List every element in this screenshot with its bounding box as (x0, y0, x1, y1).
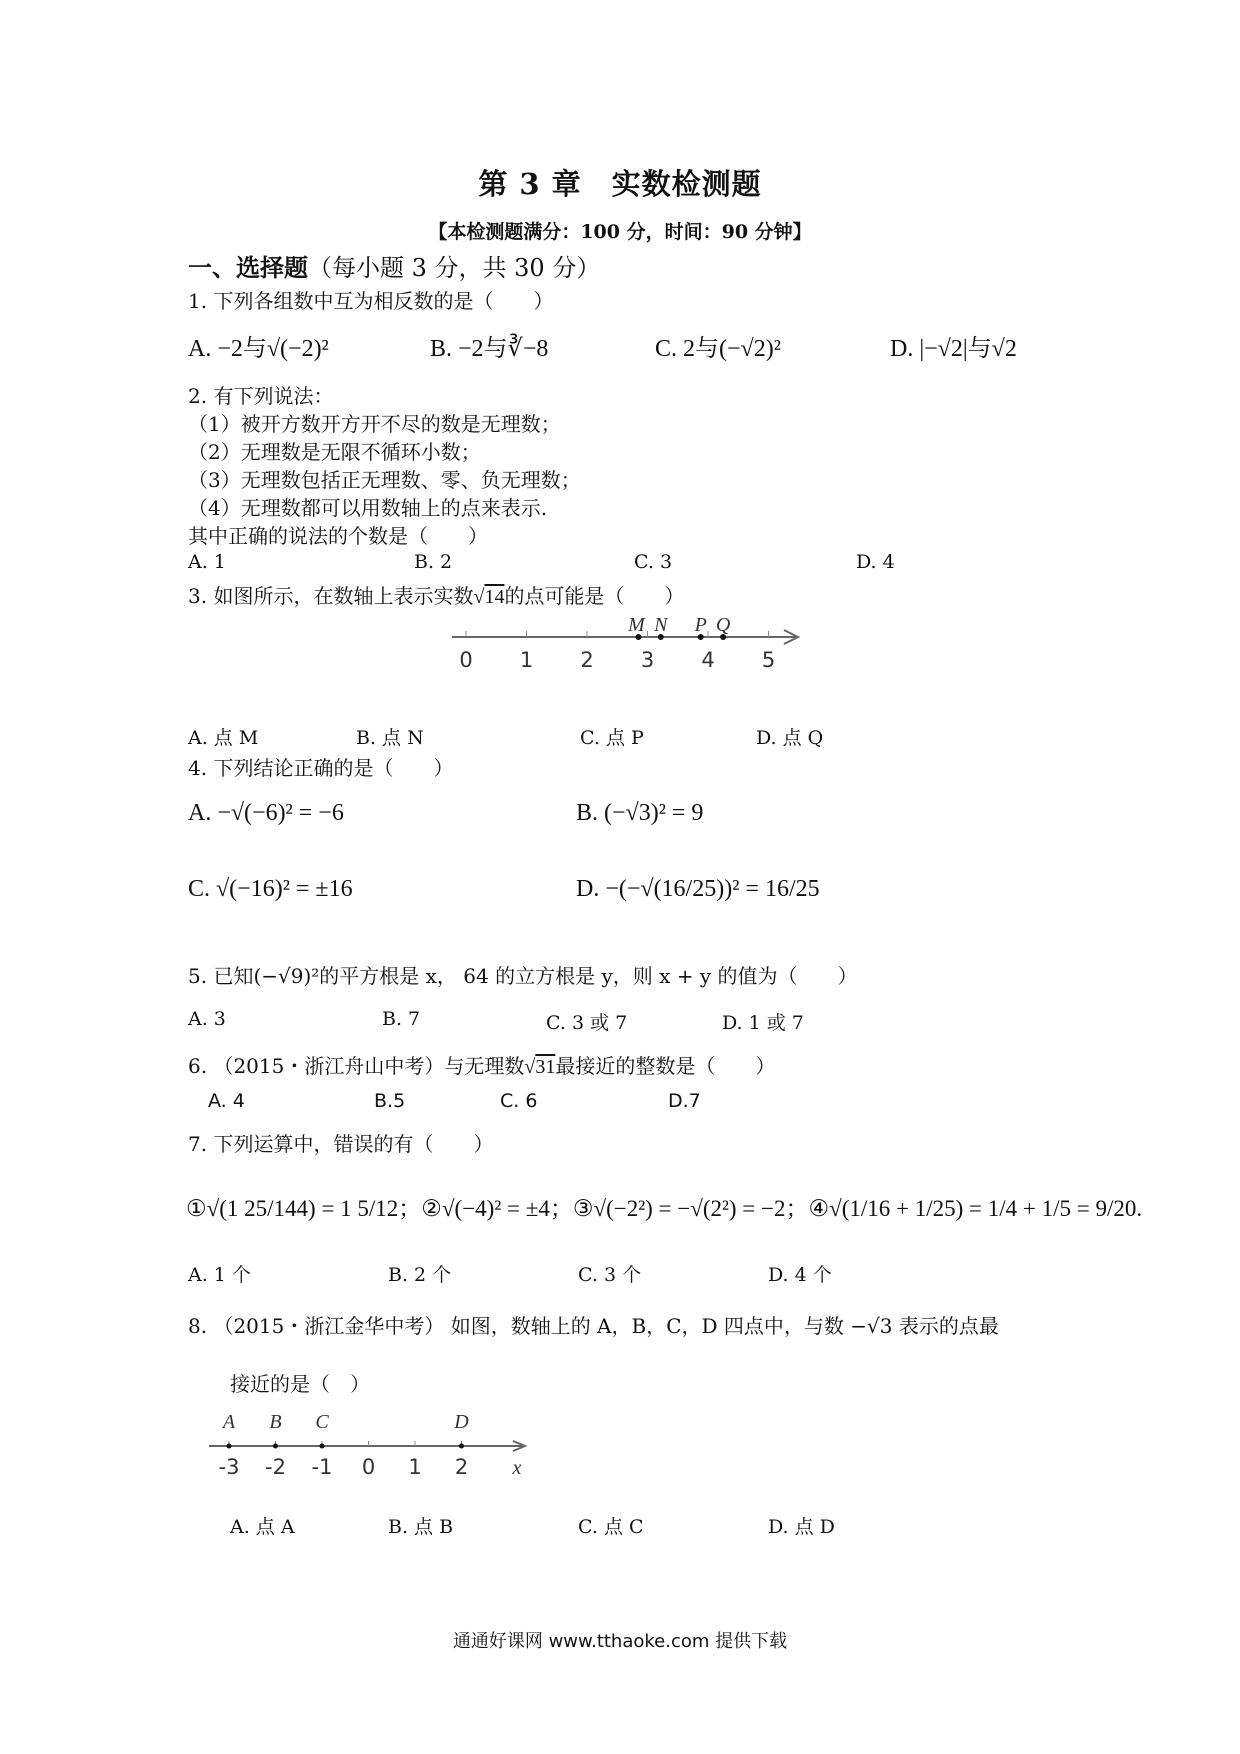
q3-option-c[interactable]: C. 点 P (580, 727, 644, 749)
q2-line-3: （3）无理数包括正无理数、零、负无理数； (188, 468, 581, 492)
q2-line-1: （1）被开方数开方开不尽的数是无理数； (188, 412, 561, 436)
q8-axis-var: x (512, 1457, 522, 1479)
q8-point-dot (459, 1444, 464, 1449)
section-note: （每小题 3 分，共 30 分） (308, 254, 601, 282)
q3-point-label: P (694, 614, 707, 636)
q8-tick-label: 0 (361, 1455, 376, 1479)
q4-option-c[interactable]: C. √(−16)² = ±16 (188, 876, 353, 902)
q6-option-b[interactable]: B.5 (374, 1090, 406, 1112)
q3-tick-label: 4 (701, 648, 715, 672)
q8-point-dot (320, 1444, 325, 1449)
q2-option-d[interactable]: D. 4 (856, 551, 895, 573)
q5-option-b[interactable]: B. 7 (382, 1008, 421, 1030)
q3-point-label: N (654, 614, 668, 636)
q3-tick-label: 2 (580, 648, 594, 672)
q3-option-b[interactable]: B. 点 N (356, 727, 424, 749)
q2-line-5: 其中正确的说法的个数是（ ） (188, 524, 488, 548)
q2-option-b[interactable]: B. 2 (414, 551, 453, 573)
q7-option-b[interactable]: B. 2 个 (388, 1264, 452, 1286)
q2-option-c[interactable]: C. 3 (634, 551, 673, 573)
q6-sqrt: √31 (524, 1056, 556, 1078)
q8-point-label: A (222, 1411, 236, 1433)
q2-stem: 2. 有下列说法： (188, 384, 334, 408)
q4-option-b[interactable]: B. (−√3)² = 9 (576, 800, 704, 826)
q5-option-c[interactable]: C. 3 或 7 (546, 1012, 628, 1034)
q7-option-a[interactable]: A. 1 个 (188, 1264, 251, 1286)
q5-option-a[interactable]: A. 3 (188, 1008, 226, 1030)
q6-stem-pre: 6. （2015・浙江舟山中考）与无理数 (188, 1054, 525, 1078)
q8-tick-label: -2 (265, 1455, 286, 1479)
q3-radicand: 14 (484, 586, 505, 608)
q7-option-c[interactable]: C. 3 个 (578, 1264, 642, 1286)
q2-line-2: （2）无理数是无限不循环小数； (188, 440, 481, 464)
q8-tick-label: -1 (311, 1455, 333, 1479)
q1-option-a[interactable]: A. −2与√(−2)² (188, 336, 329, 362)
q8-number-line (205, 1402, 545, 1484)
q6-stem-post: 最接近的整数是（ ） (555, 1054, 776, 1078)
q7-stem: 7. 下列运算中，错误的有（ ） (188, 1132, 494, 1156)
q3-stem-pre: 3. 如图所示，在数轴上表示实数 (188, 584, 474, 608)
q3-option-d[interactable]: D. 点 Q (756, 727, 824, 749)
q6-option-d[interactable]: D.7 (668, 1090, 701, 1112)
q3-tick-label: 5 (761, 648, 776, 672)
q2-option-a[interactable]: A. 1 (188, 551, 226, 573)
q6-option-a[interactable]: A. 4 (208, 1090, 245, 1112)
page-title: 第 3 章 实数检测题 (478, 167, 762, 201)
footer-credit: 通通好课网 www.tthaoke.com 提供下载 (452, 1631, 788, 1652)
q3-stem-post: 的点可能是（ ） (504, 584, 685, 608)
q3-tick-label: 0 (459, 648, 473, 672)
q5-option-d[interactable]: D. 1 或 7 (722, 1012, 804, 1034)
q2-line-4: （4）无理数都可以用数轴上的点来表示. (188, 496, 548, 520)
q3-sqrt: √14 (473, 586, 505, 608)
q8-point-dot (273, 1444, 278, 1449)
section-title: 一、选择题 (188, 253, 308, 282)
q8-point-label: B (269, 1411, 282, 1433)
q1-option-b[interactable]: B. −2与∛−8 (430, 336, 549, 362)
q6-radicand: 31 (535, 1056, 556, 1078)
q7-formula: ①√(1 25/144) = 1 5/12；②√(−4)² = ±4；③√(−2²) = −√(2²) = −2；④√(1/16 + 1/25) = 1/4 + 1/5 = 9/20. (186, 1196, 1143, 1221)
q6-option-c[interactable]: C. 6 (500, 1090, 538, 1112)
q7-option-d[interactable]: D. 4 个 (768, 1264, 832, 1286)
q1-option-c[interactable]: C. 2与(−√2)² (655, 336, 781, 362)
q8-stem-line-2: 接近的是（ ） (230, 1372, 370, 1396)
q8-point-label: C (315, 1411, 329, 1433)
q1-option-d[interactable]: D. |−√2|与√2 (890, 336, 1017, 362)
q4-option-d[interactable]: D. −(−√(16/25))² = 16/25 (576, 876, 820, 902)
q8-option-a[interactable]: A. 点 A (230, 1516, 295, 1538)
q8-point-dot (227, 1444, 232, 1449)
q8-tick-label: 2 (454, 1455, 469, 1479)
q3-number-line (440, 605, 820, 680)
q8-option-b[interactable]: B. 点 B (388, 1516, 454, 1538)
q8-option-c[interactable]: C. 点 C (578, 1516, 644, 1538)
section-heading (188, 248, 600, 283)
q1-stem: 1. 下列各组数中互为相反数的是（ ） (188, 289, 554, 313)
q3-option-a[interactable]: A. 点 M (188, 727, 259, 749)
q8-stem-line-1: 8. （2015・浙江金华中考） 如图，数轴上的 A，B，C，D 四点中，与数 −√3 表示的点最 (188, 1314, 999, 1338)
q8-tick-label: 1 (408, 1455, 422, 1479)
q3-tick-label: 1 (519, 648, 534, 672)
page-subtitle: 【本检测题满分：100 分，时间：90 分钟】 (428, 221, 812, 243)
q4-stem: 4. 下列结论正确的是（ ） (188, 756, 454, 780)
q3-point-label: Q (715, 614, 731, 636)
q3-tick-label: 3 (640, 648, 655, 672)
q3-point-label: M (628, 614, 645, 636)
q4-option-a[interactable]: A. −√(−6)² = −6 (188, 800, 344, 826)
q5-stem: 5. 已知(−√9)²的平方根是 x， 64 的立方根是 y，则 x + y 的值为（ ） (188, 964, 858, 988)
q8-point-label: D (454, 1411, 469, 1433)
q8-option-d[interactable]: D. 点 D (768, 1516, 835, 1538)
q6-stem (188, 1050, 775, 1079)
q8-tick-label: -3 (218, 1455, 240, 1479)
